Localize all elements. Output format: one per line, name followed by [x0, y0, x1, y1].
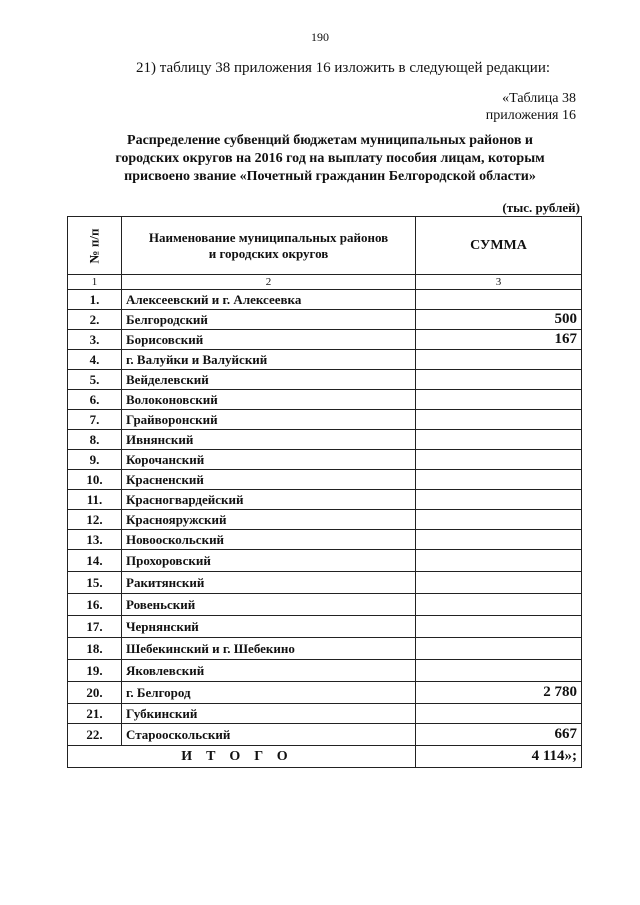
units-label: (тыс. рублей) — [502, 200, 580, 215]
header-name-line2: и городских округов — [208, 245, 329, 261]
document-title — [80, 132, 580, 186]
table-reference — [486, 90, 576, 124]
table-row — [68, 430, 582, 450]
row-number: 9. — [68, 450, 122, 470]
total-label: ИТОГО — [68, 746, 416, 768]
table-row — [68, 450, 582, 470]
row-sum — [416, 550, 582, 572]
row-sum — [416, 470, 582, 490]
row-number: 17. — [68, 616, 122, 638]
table-row — [68, 370, 582, 390]
row-sum: 167 — [416, 330, 582, 350]
row-name: Волоконовский — [122, 390, 416, 410]
header-num — [68, 217, 122, 275]
row-number: 6. — [68, 390, 122, 410]
row-sum: 667 — [416, 724, 582, 746]
title-line2: городских округов на 2016 год на выплату пособия лицам, которым — [115, 151, 545, 166]
column-index: 1 — [68, 275, 122, 290]
table-row — [68, 310, 582, 330]
row-sum — [416, 572, 582, 594]
row-name: Ивнянский — [122, 430, 416, 450]
table-row — [68, 490, 582, 510]
row-name: Белгородский — [122, 310, 416, 330]
title-line3: присвоено звание «Почетный гражданин Белгородской области» — [124, 169, 536, 184]
row-number: 8. — [68, 430, 122, 450]
table-row — [68, 530, 582, 550]
header-num-label: № п/п — [86, 228, 102, 263]
row-name: Вейделевский — [122, 370, 416, 390]
row-name: Старооскольский — [122, 724, 416, 746]
row-name: Прохоровский — [122, 550, 416, 572]
row-sum — [416, 616, 582, 638]
row-name: Ровеньский — [122, 594, 416, 616]
table-row — [68, 510, 582, 530]
table-row — [68, 616, 582, 638]
row-name: Ракитянский — [122, 572, 416, 594]
row-number: 7. — [68, 410, 122, 430]
table-row — [68, 470, 582, 490]
row-number: 1. — [68, 290, 122, 310]
row-name: Корочанский — [122, 450, 416, 470]
row-sum — [416, 370, 582, 390]
table-row — [68, 594, 582, 616]
table-row — [68, 550, 582, 572]
row-sum: 2 780 — [416, 682, 582, 704]
table-row — [68, 704, 582, 724]
row-name: г. Валуйки и Валуйский — [122, 350, 416, 370]
row-number: 15. — [68, 572, 122, 594]
table-reference-line2: приложения 16 — [485, 108, 576, 123]
row-name: г. Белгород — [122, 682, 416, 704]
row-name: Красненский — [122, 470, 416, 490]
row-name: Яковлевский — [122, 660, 416, 682]
row-number: 21. — [68, 704, 122, 724]
table-row — [68, 724, 582, 746]
total-value: 4 114»; — [416, 746, 582, 768]
table-row — [68, 290, 582, 310]
table-row — [68, 330, 582, 350]
row-sum — [416, 430, 582, 450]
column-index-row — [68, 275, 582, 290]
row-sum — [416, 390, 582, 410]
table-row — [68, 390, 582, 410]
table-row — [68, 410, 582, 430]
row-name: Грайворонский — [122, 410, 416, 430]
table-reference-line1: «Таблица 38 — [502, 91, 576, 106]
table-row — [68, 682, 582, 704]
row-sum — [416, 510, 582, 530]
title-line1: Распределение субвенций бюджетам муниципальных районов и — [127, 133, 533, 148]
row-number: 5. — [68, 370, 122, 390]
row-sum — [416, 638, 582, 660]
page-number: 190 — [311, 30, 329, 44]
row-sum — [416, 704, 582, 724]
table-row — [68, 660, 582, 682]
row-name: Новооскольский — [122, 530, 416, 550]
row-name: Красногвардейский — [122, 490, 416, 510]
table-body — [68, 290, 582, 746]
row-number: 2. — [68, 310, 122, 330]
total-row — [68, 746, 582, 768]
header-row — [68, 217, 582, 275]
row-name: Борисовский — [122, 330, 416, 350]
row-sum — [416, 450, 582, 470]
row-sum — [416, 350, 582, 370]
column-index: 2 — [122, 275, 416, 290]
row-number: 3. — [68, 330, 122, 350]
header-sum: СУММА — [416, 217, 582, 275]
row-name: Алексеевский и г. Алексеевка — [122, 290, 416, 310]
row-name: Краснояружский — [122, 510, 416, 530]
row-sum: 500 — [416, 310, 582, 330]
row-sum — [416, 660, 582, 682]
row-number: 18. — [68, 638, 122, 660]
subsidy-table — [67, 216, 582, 768]
row-number: 10. — [68, 470, 122, 490]
row-sum — [416, 530, 582, 550]
row-number: 13. — [68, 530, 122, 550]
row-number: 4. — [68, 350, 122, 370]
row-sum — [416, 594, 582, 616]
row-sum — [416, 410, 582, 430]
header-name-line1: Наименование муниципальных районов — [148, 229, 389, 245]
row-name: Шебекинский и г. Шебекино — [122, 638, 416, 660]
row-number: 19. — [68, 660, 122, 682]
row-number: 20. — [68, 682, 122, 704]
row-sum — [416, 490, 582, 510]
row-number: 16. — [68, 594, 122, 616]
intro-text: 21) таблицу 38 приложения 16 изложить в следующей редакции: — [136, 60, 551, 76]
table-row — [68, 638, 582, 660]
row-sum — [416, 290, 582, 310]
row-name: Чернянский — [122, 616, 416, 638]
row-number: 14. — [68, 550, 122, 572]
header-name — [122, 217, 416, 275]
table-row — [68, 572, 582, 594]
row-name: Губкинский — [122, 704, 416, 724]
column-index: 3 — [416, 275, 582, 290]
row-number: 11. — [68, 490, 122, 510]
row-number: 12. — [68, 510, 122, 530]
row-number: 22. — [68, 724, 122, 746]
table-row — [68, 350, 582, 370]
